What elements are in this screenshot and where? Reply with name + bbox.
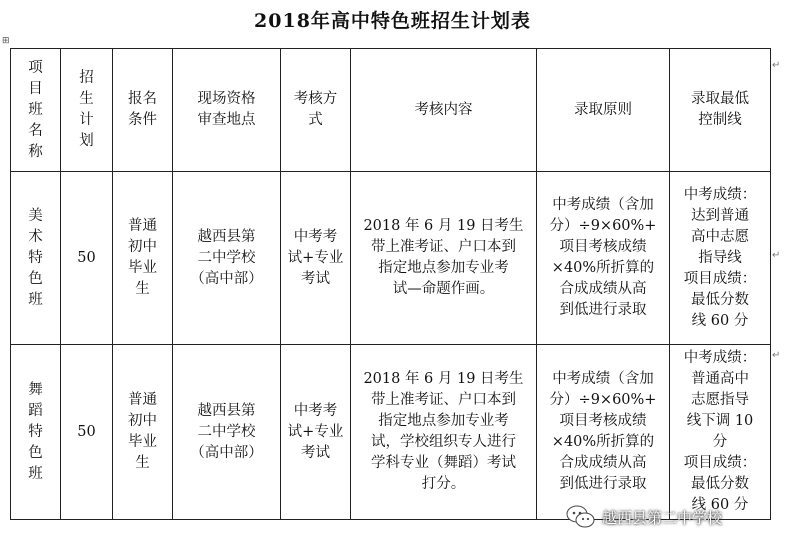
table-anchor-icon: ⊞: [2, 36, 10, 46]
row-method: 中考考 试+专业 考试: [281, 345, 351, 520]
row-plan: 50: [61, 172, 113, 345]
paragraph-mark-icon: ↵: [772, 60, 781, 71]
header-plan: 招 生 计 划: [61, 49, 113, 172]
row-location: 越西县第 二中学校 （高中部）: [173, 345, 281, 520]
header-location: 现场资格 审查地点: [173, 49, 281, 172]
table-row: [11, 172, 771, 345]
row-principle: 中考成绩（含加 分）÷9×60%+ 项目考核成绩 ×40%所折算的 合成成绩从高 到低进行录取: [537, 345, 670, 520]
header-method: 考核方 式: [281, 49, 351, 172]
row-min-line: 中考成绩： 达到普通 高中志愿 指导线 项目成绩： 最低分数 线 60 分: [670, 172, 771, 345]
table-row: [11, 345, 771, 520]
row-min-line: 中考成绩： 普通高中 志愿指导 线下调 10 分 项目成绩： 最低分数 线 60 分: [670, 345, 771, 520]
wechat-icon: [566, 504, 596, 530]
row-location: 越西县第 二中学校 （高中部）: [173, 172, 281, 345]
enrollment-plan-table: [10, 48, 771, 520]
row-class-name: 美 术 特 色 班: [11, 172, 61, 345]
header-content: 考核内容: [351, 49, 537, 172]
row-method: 中考考 试+专业 考试: [281, 172, 351, 345]
table-header-row: [11, 49, 771, 172]
row-content: 2018 年 6 月 19 日考生 带上准考证、户口本到 指定地点参加专业考 试—命题作画。: [351, 172, 537, 345]
header-principle: 录取原则: [537, 49, 670, 172]
paragraph-mark-icon: ↵: [772, 250, 781, 261]
row-conditions: 普通 初中 毕业 生: [113, 345, 173, 520]
row-plan: 50: [61, 345, 113, 520]
row-class-name: 舞 蹈 特 色 班: [11, 345, 61, 520]
header-conditions: 报名 条件: [113, 49, 173, 172]
header-class-name: 项 目 班 名 称: [11, 49, 61, 172]
row-principle: 中考成绩（含加 分）÷9×60%+ 项目考核成绩 ×40%所折算的 合成成绩从高 到低进行录取: [537, 172, 670, 345]
wechat-watermark: [566, 500, 722, 534]
watermark-text: 越西县第二中学校: [602, 508, 723, 527]
header-min-line: 录取最低 控制线: [670, 49, 771, 172]
page-title: 2018年高中特色班招生计划表: [254, 10, 531, 32]
paragraph-mark-icon: ↵: [772, 350, 781, 361]
row-conditions: 普通 初中 毕业 生: [113, 172, 173, 345]
row-content: 2018 年 6 月 19 日考生 带上准考证、户口本到 指定地点参加专业考 试，学校组织专人进行 学科专业（舞蹈）考试 打分。: [351, 345, 537, 520]
